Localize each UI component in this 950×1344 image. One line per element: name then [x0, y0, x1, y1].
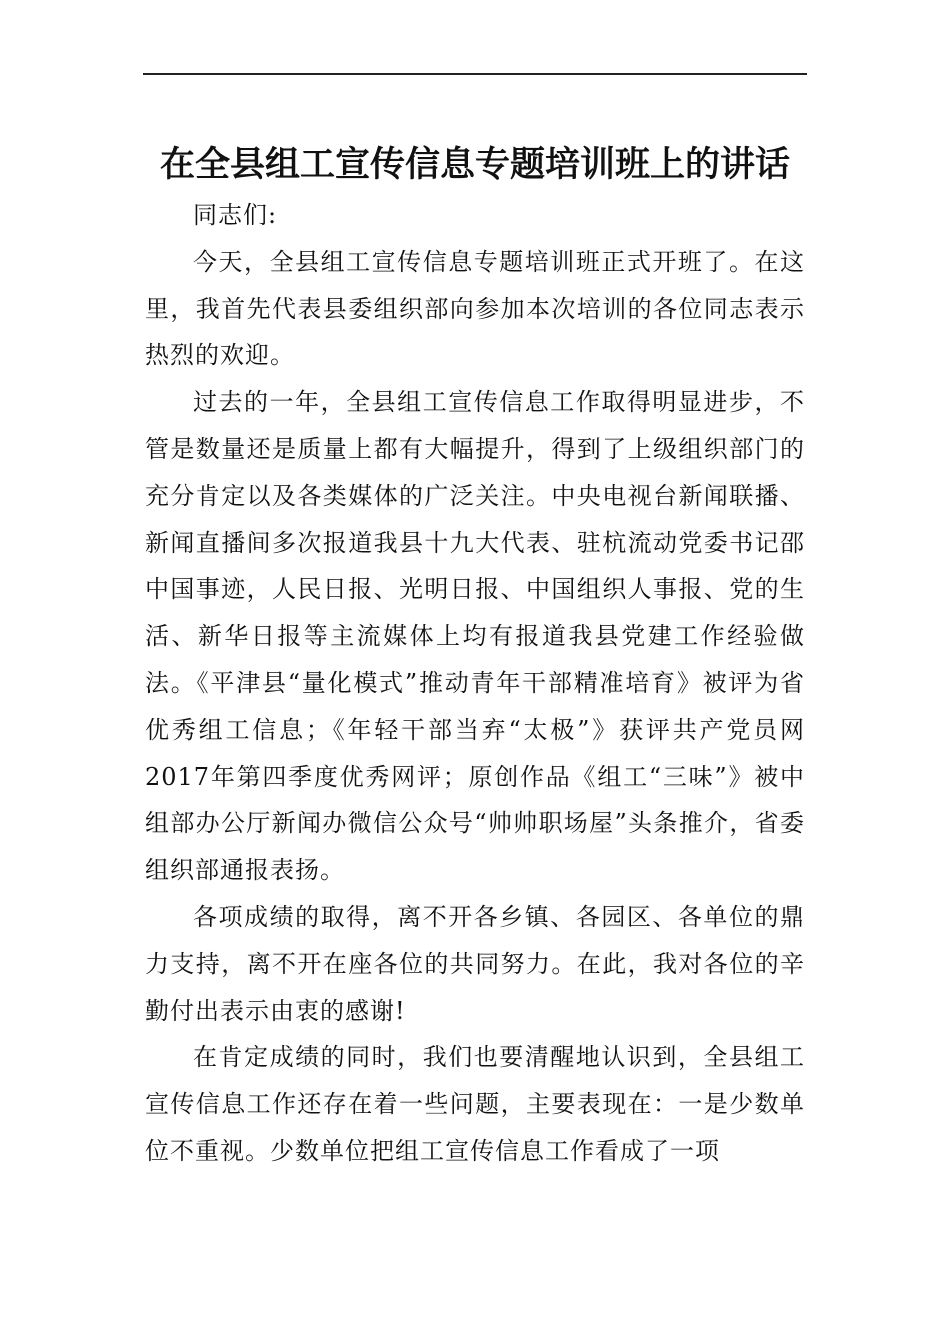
header-rule	[143, 73, 807, 75]
document-title: 在全县组工宣传信息专题培训班上的讲话	[159, 144, 790, 186]
paragraph-achievements: 过去的一年，全县组工宣传信息工作取得明显进步，不管是数量还是质量上都有大幅提升，得到了上级组织部门的充分肯定以及各类媒体的广泛关注。中央电视台新闻联播、新闻直播间多次报道我县十九大代表、驻杭流动党委书记邵中国事迹，人民日报、光明日报、中国组织人事报、党的生活、新华日报等主流媒体上均有报道我县党建工作经验做法。《平津县“量化模式”推动青年干部精准培育》被评为省优秀组工信息；《年轻干部当弃“太极”》获评共产党员网2017年第四季度优秀网评；原创作品《组工“三味”》被中组部办公厅新闻办微信公众号“帅帅职场屋”头条推介，省委组织部通报表扬。	[145, 388, 805, 885]
paragraph-thanks: 各项成绩的取得，离不开各乡镇、各园区、各单位的鼎力支持，离不开在座各位的共同努力。在此，我对各位的辛勤付出表示由衷的感谢!	[145, 902, 805, 1025]
paragraph-opening: 今天，全县组工宣传信息专题培训班正式开班了。在这里，我首先代表县委组织部向参加本次培训的各位同志表示热烈的欢迎。	[145, 247, 805, 370]
paragraph-problems: 在肯定成绩的同时，我们也要清醒地认识到，全县组工宣传信息工作还存在着一些问题，主要表现在：一是少数单位不重视。少数单位把组工宣传信息工作看成了一项	[145, 1043, 805, 1165]
document-body	[145, 192, 805, 1175]
salutation: 同志们:	[193, 201, 278, 229]
